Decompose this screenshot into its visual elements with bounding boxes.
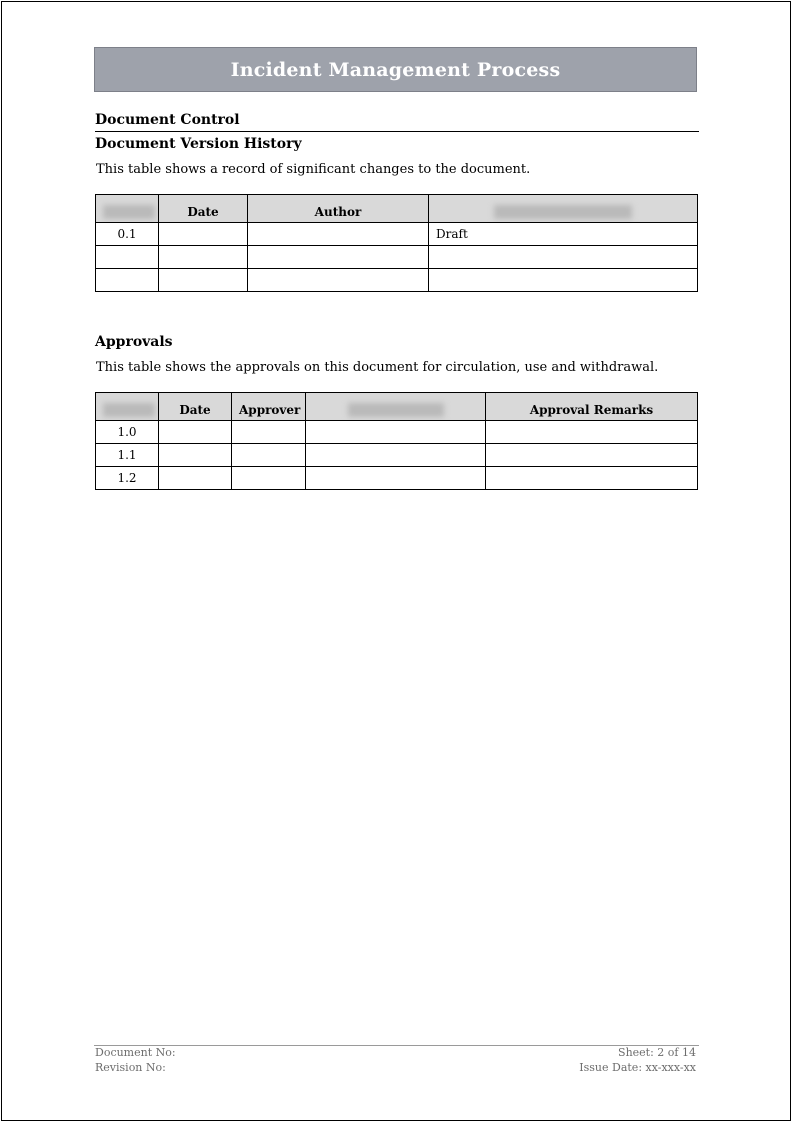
section-heading-document-control: Document Control (95, 112, 240, 128)
footer-revision-no: Revision No: (95, 1061, 166, 1074)
approvals-table (95, 392, 698, 490)
table-cell: Draft (429, 223, 698, 246)
table-cell (306, 444, 486, 467)
table-header-row (96, 195, 698, 223)
table-cell (306, 421, 486, 444)
column-header-version (96, 195, 159, 223)
redacted-text (103, 205, 155, 219)
column-header-author: Author (248, 195, 429, 223)
table-cell (232, 421, 306, 444)
table-header-row (96, 393, 698, 421)
table-cell (248, 246, 429, 269)
version-history-description: This table shows a record of significant changes to the document. (96, 162, 531, 177)
table-cell (306, 467, 486, 490)
table-cell (159, 467, 232, 490)
table-cell (159, 223, 248, 246)
table-row (96, 269, 698, 292)
table-cell (486, 467, 698, 490)
redacted-text (494, 205, 632, 219)
table-cell (159, 444, 232, 467)
table-row (96, 246, 698, 269)
table-cell (232, 467, 306, 490)
table-cell (159, 421, 232, 444)
column-header-approval-remarks: Approval Remarks (486, 393, 698, 421)
footer-divider (94, 1045, 699, 1046)
document-title: Incident Management Process (230, 58, 561, 81)
table-cell (96, 269, 159, 292)
table-cell (248, 269, 429, 292)
table-cell (429, 246, 698, 269)
table-cell: 1.2 (96, 467, 159, 490)
footer-issue-date: Issue Date: xx-xxx-xx (579, 1061, 696, 1074)
column-header-version (96, 393, 159, 421)
column-header-date: Date (159, 195, 248, 223)
table-cell: 0.1 (96, 223, 159, 246)
table-cell: 1.1 (96, 444, 159, 467)
table-row (96, 421, 698, 444)
column-header-role (306, 393, 486, 421)
version-history-table (95, 194, 698, 292)
table-cell (429, 269, 698, 292)
approvals-description: This table shows the approvals on this document for circulation, use and withdrawal. (96, 360, 659, 375)
table-row (96, 223, 698, 246)
table-cell (96, 246, 159, 269)
column-header-date: Date (159, 393, 232, 421)
table-row (96, 444, 698, 467)
document-page (1, 1, 791, 1121)
table-cell (232, 444, 306, 467)
footer-sheet-number: Sheet: 2 of 14 (618, 1046, 696, 1059)
redacted-text (103, 403, 155, 417)
footer-document-no: Document No: (95, 1046, 176, 1059)
approvals-heading: Approvals (95, 334, 173, 350)
redacted-text (348, 403, 444, 417)
version-history-heading: Document Version History (95, 136, 302, 152)
document-title-banner (94, 47, 697, 92)
column-header-changes (429, 195, 698, 223)
table-cell: 1.0 (96, 421, 159, 444)
table-cell (248, 223, 429, 246)
column-header-approver: Approver (232, 393, 306, 421)
table-cell (159, 269, 248, 292)
table-cell (486, 444, 698, 467)
section-divider (95, 131, 699, 132)
table-row (96, 467, 698, 490)
table-cell (486, 421, 698, 444)
table-cell (159, 246, 248, 269)
